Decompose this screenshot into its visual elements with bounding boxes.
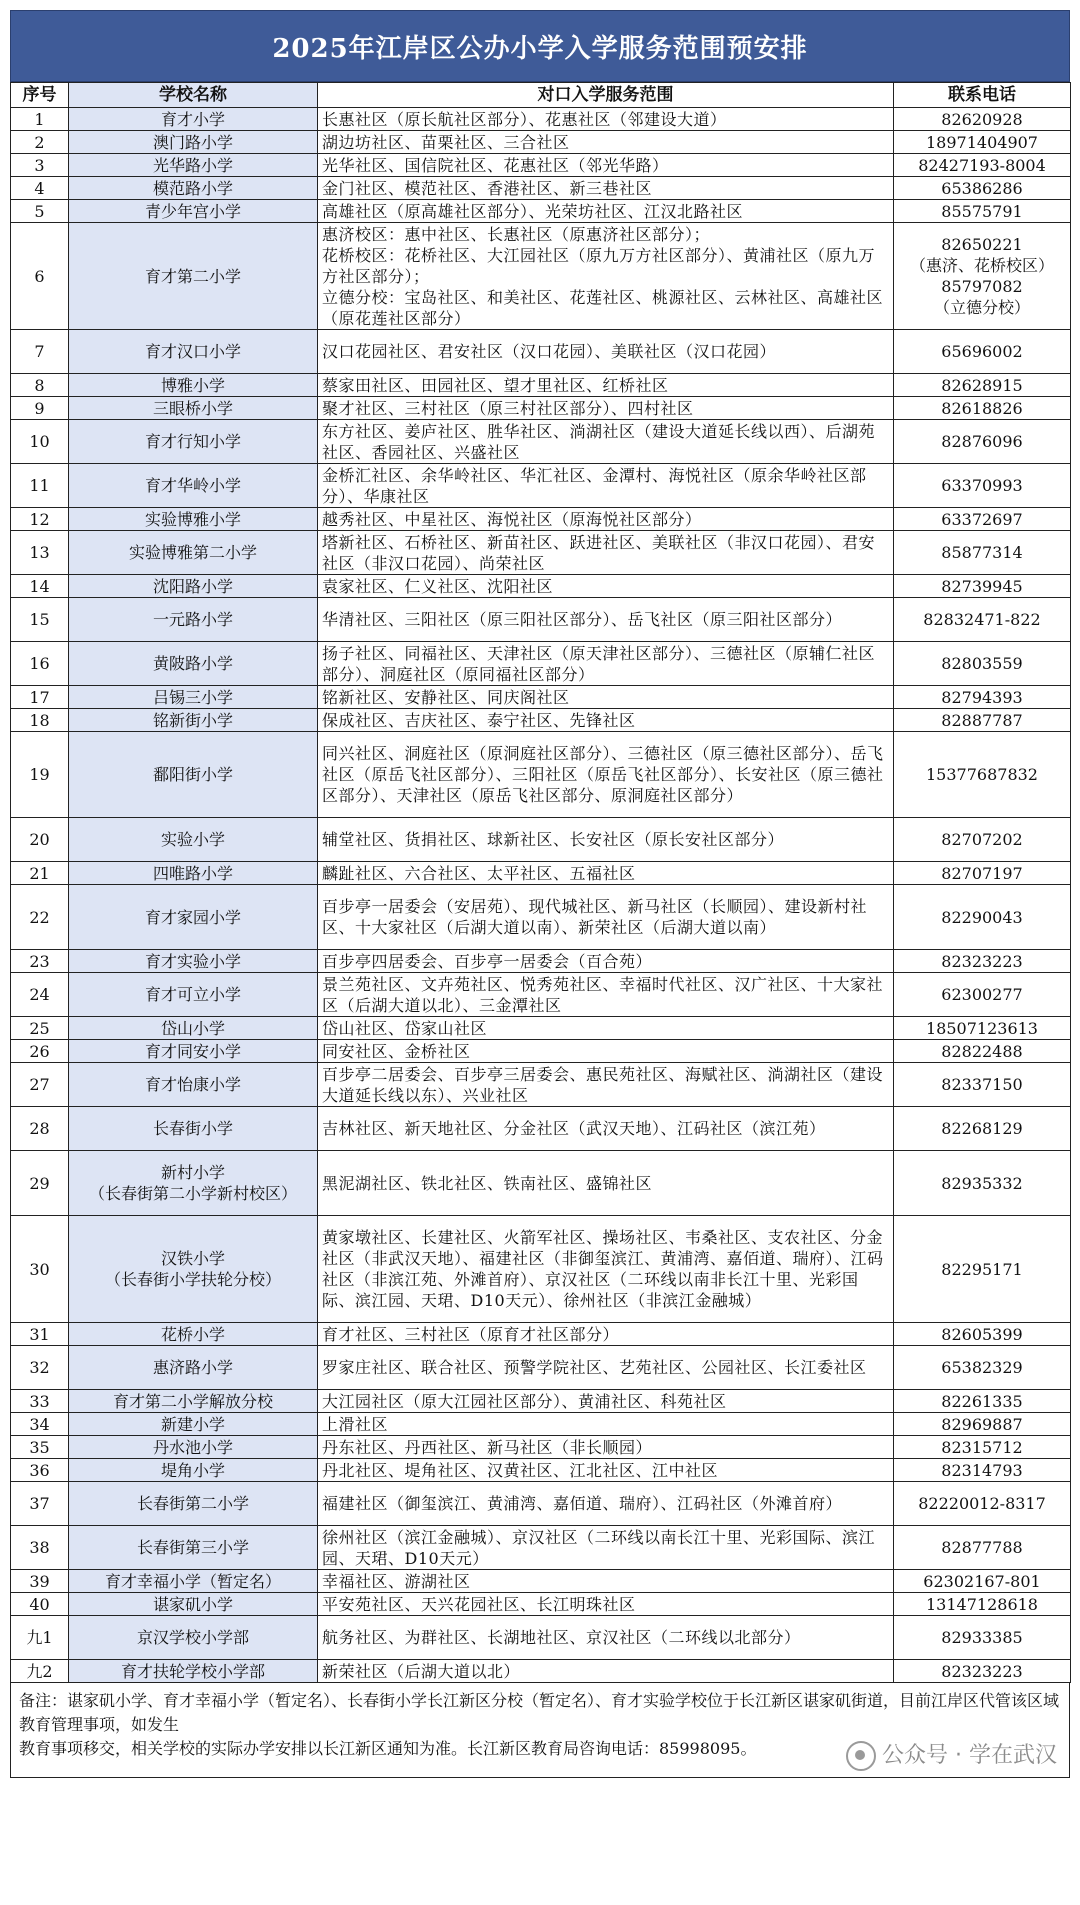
row-school-name: 青少年宫小学: [69, 200, 318, 223]
table-row: [11, 420, 1071, 464]
row-no: 35: [11, 1436, 69, 1459]
table-row: [11, 885, 1071, 950]
row-school-name: 育才怡康小学: [69, 1063, 318, 1107]
row-school-name: 实验博雅第二小学: [69, 531, 318, 575]
row-no: 九1: [11, 1616, 69, 1660]
watermark: [846, 1741, 1057, 1771]
row-phone: 62302167-801: [894, 1570, 1071, 1593]
table-row: [11, 1040, 1071, 1063]
row-service-area: 塔新社区、石桥社区、新苗社区、跃进社区、美联社区（非汉口花园）、君安社区（非汉口花园）、尚荣社区: [318, 531, 894, 575]
row-no: 23: [11, 950, 69, 973]
table-row: [11, 973, 1071, 1017]
table-row: [11, 1459, 1071, 1482]
row-no: 12: [11, 508, 69, 531]
row-service-area: 罗家庄社区、联合社区、预警学院社区、艺苑社区、公园社区、长江委社区: [318, 1346, 894, 1390]
row-no: 13: [11, 531, 69, 575]
row-phone: 15377687832: [894, 732, 1071, 818]
row-no: 28: [11, 1107, 69, 1151]
row-phone: 82261335: [894, 1390, 1071, 1413]
wechat-icon: [846, 1741, 876, 1771]
row-no: 27: [11, 1063, 69, 1107]
table-row: [11, 1593, 1071, 1616]
row-service-area: 平安苑社区、天兴花园社区、长江明珠社区: [318, 1593, 894, 1616]
row-service-area: 景兰苑社区、文卉苑社区、悦秀苑社区、幸福时代社区、汉广社区、十大家社区（后湖大道以北）、三金潭社区: [318, 973, 894, 1017]
row-phone: 82323223: [894, 1660, 1071, 1683]
row-no: 14: [11, 575, 69, 598]
row-no: 5: [11, 200, 69, 223]
row-school-name: 长春街小学: [69, 1107, 318, 1151]
row-school-name: 岱山小学: [69, 1017, 318, 1040]
table-row: [11, 1151, 1071, 1216]
row-phone: 82618826: [894, 397, 1071, 420]
table-row: [11, 642, 1071, 686]
row-no: 3: [11, 154, 69, 177]
row-school-name: 澳门路小学: [69, 131, 318, 154]
row-school-name: 黄陂路小学: [69, 642, 318, 686]
table-row: [11, 464, 1071, 508]
row-service-area: 百步亭一居委会（安居苑）、现代城社区、新马社区（长顺园）、建设新村社区、十大家社区（后湖大道以南）、新荣社区（后湖大道以南）: [318, 885, 894, 950]
row-school-name: 实验小学: [69, 818, 318, 862]
row-no: 36: [11, 1459, 69, 1482]
row-phone: 82876096: [894, 420, 1071, 464]
row-phone: 82794393: [894, 686, 1071, 709]
row-school-name: 实验博雅小学: [69, 508, 318, 531]
row-no: 4: [11, 177, 69, 200]
row-service-area: 高雄社区（原高雄社区部分）、光荣坊社区、江汉北路社区: [318, 200, 894, 223]
row-service-area: 铭新社区、安静社区、同庆阁社区: [318, 686, 894, 709]
row-school-name: 育才家园小学: [69, 885, 318, 950]
table-row: [11, 598, 1071, 642]
row-no: 10: [11, 420, 69, 464]
row-no: 26: [11, 1040, 69, 1063]
row-phone: 82315712: [894, 1436, 1071, 1459]
table-row: [11, 1526, 1071, 1570]
row-school-name: 丹水池小学: [69, 1436, 318, 1459]
row-service-area: 东方社区、姜庐社区、胜华社区、淌湖社区（建设大道延长线以西）、后湖苑社区、香园社区、兴盛社区: [318, 420, 894, 464]
row-service-area: 金桥汇社区、余华岭社区、华汇社区、金潭村、海悦社区（原余华岭社区部分）、华康社区: [318, 464, 894, 508]
row-phone: 82832471-822: [894, 598, 1071, 642]
row-phone: 82268129: [894, 1107, 1071, 1151]
row-school-name: 育才华岭小学: [69, 464, 318, 508]
table-row: [11, 154, 1071, 177]
row-phone: 65696002: [894, 330, 1071, 374]
table-row: [11, 508, 1071, 531]
row-service-area: 育才社区、三村社区（原育才社区部分）: [318, 1323, 894, 1346]
table-row: [11, 1323, 1071, 1346]
page: [10, 10, 1070, 1778]
table-row: [11, 1017, 1071, 1040]
row-no: 31: [11, 1323, 69, 1346]
row-phone: 82314793: [894, 1459, 1071, 1482]
row-service-area: 同安社区、金桥社区: [318, 1040, 894, 1063]
row-service-area: 百步亭四居委会、百步亭一居委会（百合苑）: [318, 950, 894, 973]
row-service-area: 长惠社区（原长航社区部分）、花惠社区（邻建设大道）: [318, 108, 894, 131]
table-row: [11, 1107, 1071, 1151]
row-school-name: 光华路小学: [69, 154, 318, 177]
table-row: [11, 108, 1071, 131]
table-row: [11, 1482, 1071, 1526]
row-service-area: 徐州社区（滨江金融城）、京汉社区（二环线以南长江十里、光彩国际、滨江园、天珺、D10天元）: [318, 1526, 894, 1570]
row-phone: 82877788: [894, 1526, 1071, 1570]
table-row: [11, 1390, 1071, 1413]
row-school-name: 沈阳路小学: [69, 575, 318, 598]
row-service-area: 汉口花园社区、君安社区（汉口花园）、美联社区（汉口花园）: [318, 330, 894, 374]
row-phone: 82220012-8317: [894, 1482, 1071, 1526]
row-service-area: 岱山社区、岱家山社区: [318, 1017, 894, 1040]
row-no: 15: [11, 598, 69, 642]
row-no: 40: [11, 1593, 69, 1616]
row-service-area: 华清社区、三阳社区（原三阳社区部分）、岳飞社区（原三阳社区部分）: [318, 598, 894, 642]
table-row: [11, 177, 1071, 200]
row-phone: 82650221 （惠济、花桥校区） 85797082 （立德分校）: [894, 223, 1071, 330]
row-service-area: 麟趾社区、六合社区、太平社区、五福社区: [318, 862, 894, 885]
row-service-area: 上滑社区: [318, 1413, 894, 1436]
row-no: 24: [11, 973, 69, 1017]
row-service-area: 百步亭二居委会、百步亭三居委会、惠民苑社区、海赋社区、淌湖社区（建设大道延长线以东）、兴业社区: [318, 1063, 894, 1107]
table-row: [11, 200, 1071, 223]
row-no: 20: [11, 818, 69, 862]
table-row: [11, 131, 1071, 154]
row-phone: 82822488: [894, 1040, 1071, 1063]
row-school-name: 三眼桥小学: [69, 397, 318, 420]
row-school-name: 模范路小学: [69, 177, 318, 200]
row-school-name: 育才扶轮学校小学部: [69, 1660, 318, 1683]
row-school-name: 长春街第三小学: [69, 1526, 318, 1570]
row-phone: 82605399: [894, 1323, 1071, 1346]
row-no: 29: [11, 1151, 69, 1216]
header-phone: 联系电话: [894, 83, 1071, 108]
row-school-name: 新村小学 （长春街第二小学新村校区）: [69, 1151, 318, 1216]
row-service-area: 蔡家田社区、田园社区、望才里社区、红桥社区: [318, 374, 894, 397]
row-no: 37: [11, 1482, 69, 1526]
row-school-name: 四唯路小学: [69, 862, 318, 885]
row-no: 22: [11, 885, 69, 950]
row-no: 21: [11, 862, 69, 885]
row-phone: 18507123613: [894, 1017, 1071, 1040]
row-no: 17: [11, 686, 69, 709]
row-phone: 85877314: [894, 531, 1071, 575]
row-service-area: 越秀社区、中星社区、海悦社区（原海悦社区部分）: [318, 508, 894, 531]
row-service-area: 聚才社区、三村社区（原三村社区部分）、四村社区: [318, 397, 894, 420]
table-row: [11, 531, 1071, 575]
row-service-area: 惠济校区：惠中社区、长惠社区（原惠济社区部分）； 花桥校区：花桥社区、大江园社区（原九万方社区部分）、黄浦社区（原九万方社区部分）； 立德分校：宝岛社区、和美社区、花莲社区、桃源社区、云林社区、高雄社区（原花莲社区部分）: [318, 223, 894, 330]
row-service-area: 丹东社区、丹西社区、新马社区（非长顺园）: [318, 1436, 894, 1459]
row-school-name: 育才幸福小学（暂定名）: [69, 1570, 318, 1593]
row-phone: 65382329: [894, 1346, 1071, 1390]
row-school-name: 一元路小学: [69, 598, 318, 642]
table-row: [11, 223, 1071, 330]
header-area: 对口入学服务范围: [318, 83, 894, 108]
row-service-area: 黑泥湖社区、铁北社区、铁南社区、盛锦社区: [318, 1151, 894, 1216]
table-row: [11, 374, 1071, 397]
row-school-name: 惠济路小学: [69, 1346, 318, 1390]
row-phone: 82969887: [894, 1413, 1071, 1436]
row-no: 6: [11, 223, 69, 330]
row-phone: 82933385: [894, 1616, 1071, 1660]
row-phone: 62300277: [894, 973, 1071, 1017]
row-no: 九2: [11, 1660, 69, 1683]
row-no: 33: [11, 1390, 69, 1413]
row-phone: 82323223: [894, 950, 1071, 973]
row-no: 38: [11, 1526, 69, 1570]
row-school-name: 新建小学: [69, 1413, 318, 1436]
page-title: 2025年江岸区公办小学入学服务范围预安排: [10, 10, 1070, 82]
row-service-area: 保成社区、吉庆社区、泰宁社区、先锋社区: [318, 709, 894, 732]
table-row: [11, 686, 1071, 709]
row-school-name: 长春街第二小学: [69, 1482, 318, 1526]
row-no: 25: [11, 1017, 69, 1040]
row-phone: 82887787: [894, 709, 1071, 732]
row-school-name: 育才第二小学解放分校: [69, 1390, 318, 1413]
row-no: 39: [11, 1570, 69, 1593]
row-phone: 82707202: [894, 818, 1071, 862]
row-phone: 63372697: [894, 508, 1071, 531]
row-phone: 63370993: [894, 464, 1071, 508]
row-no: 9: [11, 397, 69, 420]
row-school-name: 育才可立小学: [69, 973, 318, 1017]
watermark-text: 公众号 · 学在武汉: [882, 1743, 1057, 1768]
row-phone: 85575791: [894, 200, 1071, 223]
row-school-name: 京汉学校小学部: [69, 1616, 318, 1660]
row-school-name: 堤角小学: [69, 1459, 318, 1482]
row-no: 16: [11, 642, 69, 686]
row-school-name: 汉铁小学 （长春街小学扶轮分校）: [69, 1216, 318, 1323]
row-service-area: 湖边坊社区、苗栗社区、三合社区: [318, 131, 894, 154]
row-service-area: 金门社区、模范社区、香港社区、新三巷社区: [318, 177, 894, 200]
table-row: [11, 575, 1071, 598]
row-phone: 65386286: [894, 177, 1071, 200]
row-phone: 13147128618: [894, 1593, 1071, 1616]
footnote-line-2: 教育事项移交，相关学校的实际办学安排以长江新区通知为准。长江新区教育局咨询电话：85998095。: [19, 1739, 757, 1758]
row-no: 2: [11, 131, 69, 154]
row-service-area: 吉林社区、新天地社区、分金社区（武汉天地）、江码社区（滨江苑）: [318, 1107, 894, 1151]
school-table: [10, 82, 1071, 1683]
footnote-line-1: 备注：谌家矶小学、育才幸福小学（暂定名）、长春街小学长江新区分校（暂定名）、育才实验学校位于长江新区谌家矶街道，目前江岸区代管该区域教育管理事项，如发生: [19, 1691, 1060, 1734]
table-row: [11, 950, 1071, 973]
row-phone: 82290043: [894, 885, 1071, 950]
row-school-name: 育才小学: [69, 108, 318, 131]
table-row: [11, 330, 1071, 374]
row-no: 8: [11, 374, 69, 397]
table-row: [11, 709, 1071, 732]
row-school-name: 花桥小学: [69, 1323, 318, 1346]
table-row: [11, 1570, 1071, 1593]
row-phone: 82337150: [894, 1063, 1071, 1107]
row-service-area: 大江园社区（原大江园社区部分）、黄浦社区、科苑社区: [318, 1390, 894, 1413]
row-school-name: 鄱阳街小学: [69, 732, 318, 818]
row-no: 34: [11, 1413, 69, 1436]
row-no: 19: [11, 732, 69, 818]
table-row: [11, 1346, 1071, 1390]
header-name: 学校名称: [69, 83, 318, 108]
row-service-area: 航务社区、为群社区、长湖地社区、京汉社区（二环线以北部分）: [318, 1616, 894, 1660]
row-school-name: 博雅小学: [69, 374, 318, 397]
row-phone: 82295171: [894, 1216, 1071, 1323]
row-school-name: 铭新街小学: [69, 709, 318, 732]
table-row: [11, 1616, 1071, 1660]
row-school-name: 育才同安小学: [69, 1040, 318, 1063]
row-phone: 82739945: [894, 575, 1071, 598]
row-no: 30: [11, 1216, 69, 1323]
row-service-area: 新荣社区（后湖大道以北）: [318, 1660, 894, 1683]
row-service-area: 黄家墩社区、长建社区、火箭军社区、操场社区、韦桑社区、支农社区、分金社区（非武汉天地）、福建社区（非御玺滨江、黄浦湾、嘉佰道、瑞府）、江码社区（非滨江苑、外滩首府）、京汉社区（二环线以南非长江十里、光彩国际、滨江园、天珺、D10天元）、徐州社区（非滨江金融城）: [318, 1216, 894, 1323]
row-service-area: 同兴社区、洞庭社区（原洞庭社区部分）、三德社区（原三德社区部分）、岳飞社区（原岳飞社区部分）、三阳社区（原岳飞社区部分）、长安社区（原三德社区部分）、天津社区（原岳飞社区部分、原洞庭社区部分）: [318, 732, 894, 818]
row-service-area: 扬子社区、同福社区、天津社区（原天津社区部分）、三德社区（原辅仁社区部分）、洞庭社区（原同福社区部分）: [318, 642, 894, 686]
row-service-area: 辅堂社区、货捐社区、球新社区、长安社区（原长安社区部分）: [318, 818, 894, 862]
row-school-name: 吕锡三小学: [69, 686, 318, 709]
row-phone: 82935332: [894, 1151, 1071, 1216]
row-phone: 82707197: [894, 862, 1071, 885]
row-school-name: 育才第二小学: [69, 223, 318, 330]
table-row: [11, 818, 1071, 862]
table-body: [11, 108, 1071, 1683]
row-no: 11: [11, 464, 69, 508]
table-row: [11, 1436, 1071, 1459]
row-service-area: 丹北社区、堤角社区、汉黄社区、江北社区、江中社区: [318, 1459, 894, 1482]
row-phone: 82803559: [894, 642, 1071, 686]
row-service-area: 幸福社区、游湖社区: [318, 1570, 894, 1593]
table-row: [11, 397, 1071, 420]
row-phone: 18971404907: [894, 131, 1071, 154]
row-no: 32: [11, 1346, 69, 1390]
row-phone: 82628915: [894, 374, 1071, 397]
row-school-name: 育才行知小学: [69, 420, 318, 464]
row-school-name: 育才实验小学: [69, 950, 318, 973]
row-no: 18: [11, 709, 69, 732]
row-no: 7: [11, 330, 69, 374]
row-phone: 82620928: [894, 108, 1071, 131]
row-service-area: 袁家社区、仁义社区、沈阳社区: [318, 575, 894, 598]
table-row: [11, 1660, 1071, 1683]
row-school-name: 育才汉口小学: [69, 330, 318, 374]
footnote: [10, 1683, 1070, 1778]
table-row: [11, 862, 1071, 885]
header-no: 序号: [11, 83, 69, 108]
row-phone: 82427193-8004: [894, 154, 1071, 177]
table-header-row: [11, 83, 1071, 108]
row-service-area: 光华社区、国信院社区、花惠社区（邻光华路）: [318, 154, 894, 177]
row-service-area: 福建社区（御玺滨江、黄浦湾、嘉佰道、瑞府）、江码社区（外滩首府）: [318, 1482, 894, 1526]
row-school-name: 谌家矶小学: [69, 1593, 318, 1616]
table-row: [11, 1413, 1071, 1436]
row-no: 1: [11, 108, 69, 131]
table-row: [11, 732, 1071, 818]
table-row: [11, 1216, 1071, 1323]
table-row: [11, 1063, 1071, 1107]
